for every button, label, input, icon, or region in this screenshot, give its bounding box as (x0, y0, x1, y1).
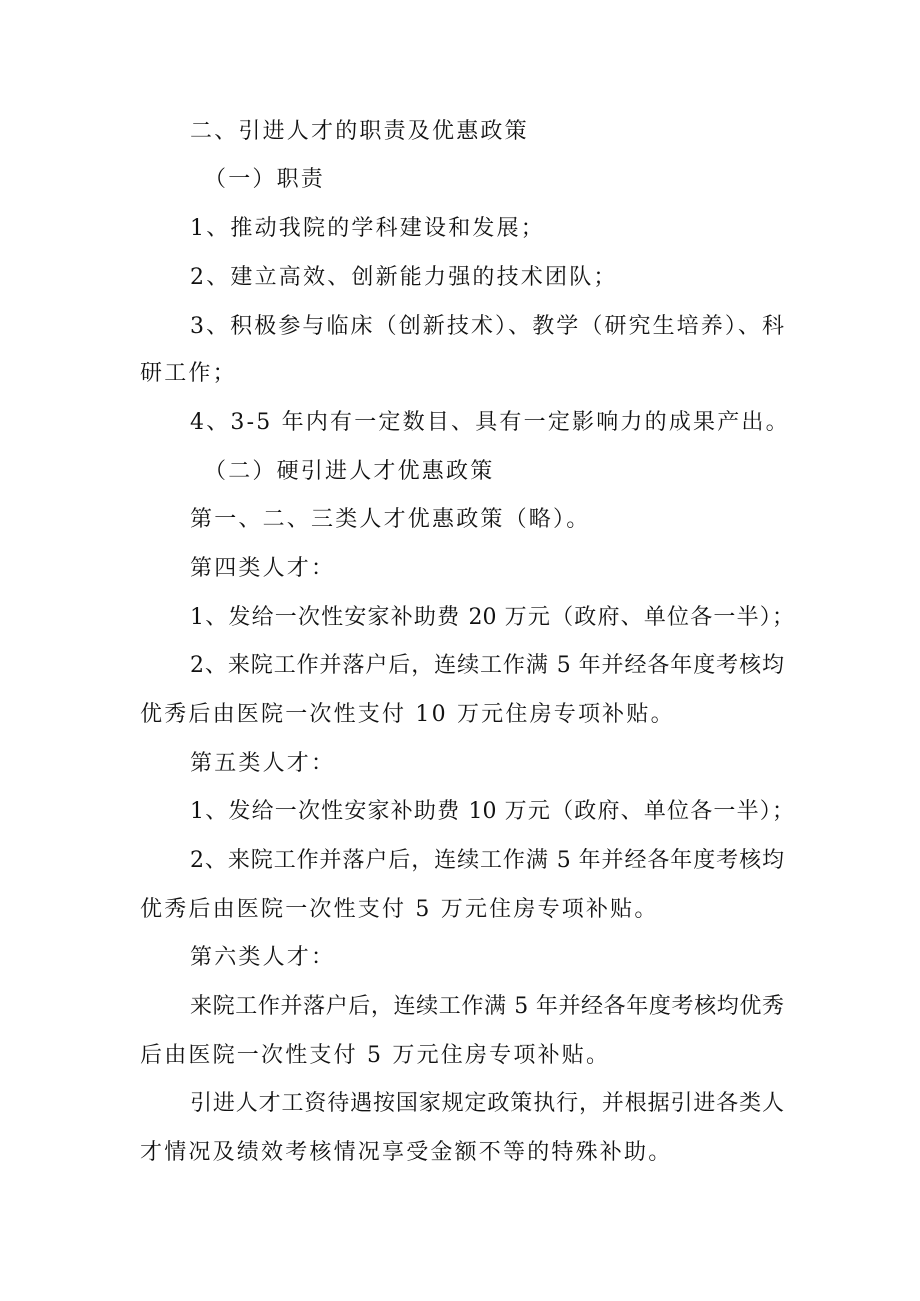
duty-item-1: 1、推动我院的学科建设和发展； (190, 216, 545, 241)
salary-policy-line-1: 引进人才工资待遇按国家规定政策执行，并根据引进各类人 (190, 1091, 784, 1116)
category-5-item-1: 1、发给一次性安家补助费 10 万元（政府、单位各一半）； (190, 799, 794, 824)
category-6-line-2: 后由医院一次性支付 5 万元住房专项补贴。 (140, 1043, 611, 1068)
category-6-line-1: 来院工作并落户后，连续工作满 5 年并经各年度考核均优秀 (190, 994, 784, 1019)
category-5-title: 第五类人才： (190, 751, 336, 776)
policy-categories-1-3: 第一、二、三类人才优惠政策（略）。 (190, 507, 591, 532)
duty-item-3-line-1: 3、积极参与临床（创新技术）、教学（研究生培养）、科 (190, 314, 784, 339)
category-5-item-2-line-1: 2、来院工作并落户后，连续工作满 5 年并经各年度考核均 (190, 848, 784, 873)
section-heading: 二、引进人才的职责及优惠政策 (190, 119, 529, 144)
category-4-item-2-line-2: 优秀后由医院一次性支付 10 万元住房专项补贴。 (140, 702, 675, 727)
category-4-title: 第四类人才： (190, 556, 336, 581)
category-6-title: 第六类人才： (190, 945, 336, 970)
salary-policy-line-2: 才情况及绩效考核情况享受金额不等的特殊补助。 (140, 1140, 673, 1165)
duty-item-4: 4、3-5 年内有一定数目、具有一定影响力的成果产出。 (190, 410, 790, 435)
subsection-title-duties: （一）职责 (204, 167, 326, 192)
duty-item-3-line-2: 研工作； (140, 361, 237, 386)
category-4-item-1: 1、发给一次性安家补助费 20 万元（政府、单位各一半）； (190, 605, 794, 630)
subsection-title-policies: （二）硬引进人才优惠政策 (204, 459, 495, 484)
duty-item-2: 2、建立高效、创新能力强的技术团队； (190, 265, 618, 290)
category-4-item-2-line-1: 2、来院工作并落户后，连续工作满 5 年并经各年度考核均 (190, 653, 784, 678)
category-5-item-2-line-2: 优秀后由医院一次性支付 5 万元住房专项补贴。 (140, 897, 659, 922)
